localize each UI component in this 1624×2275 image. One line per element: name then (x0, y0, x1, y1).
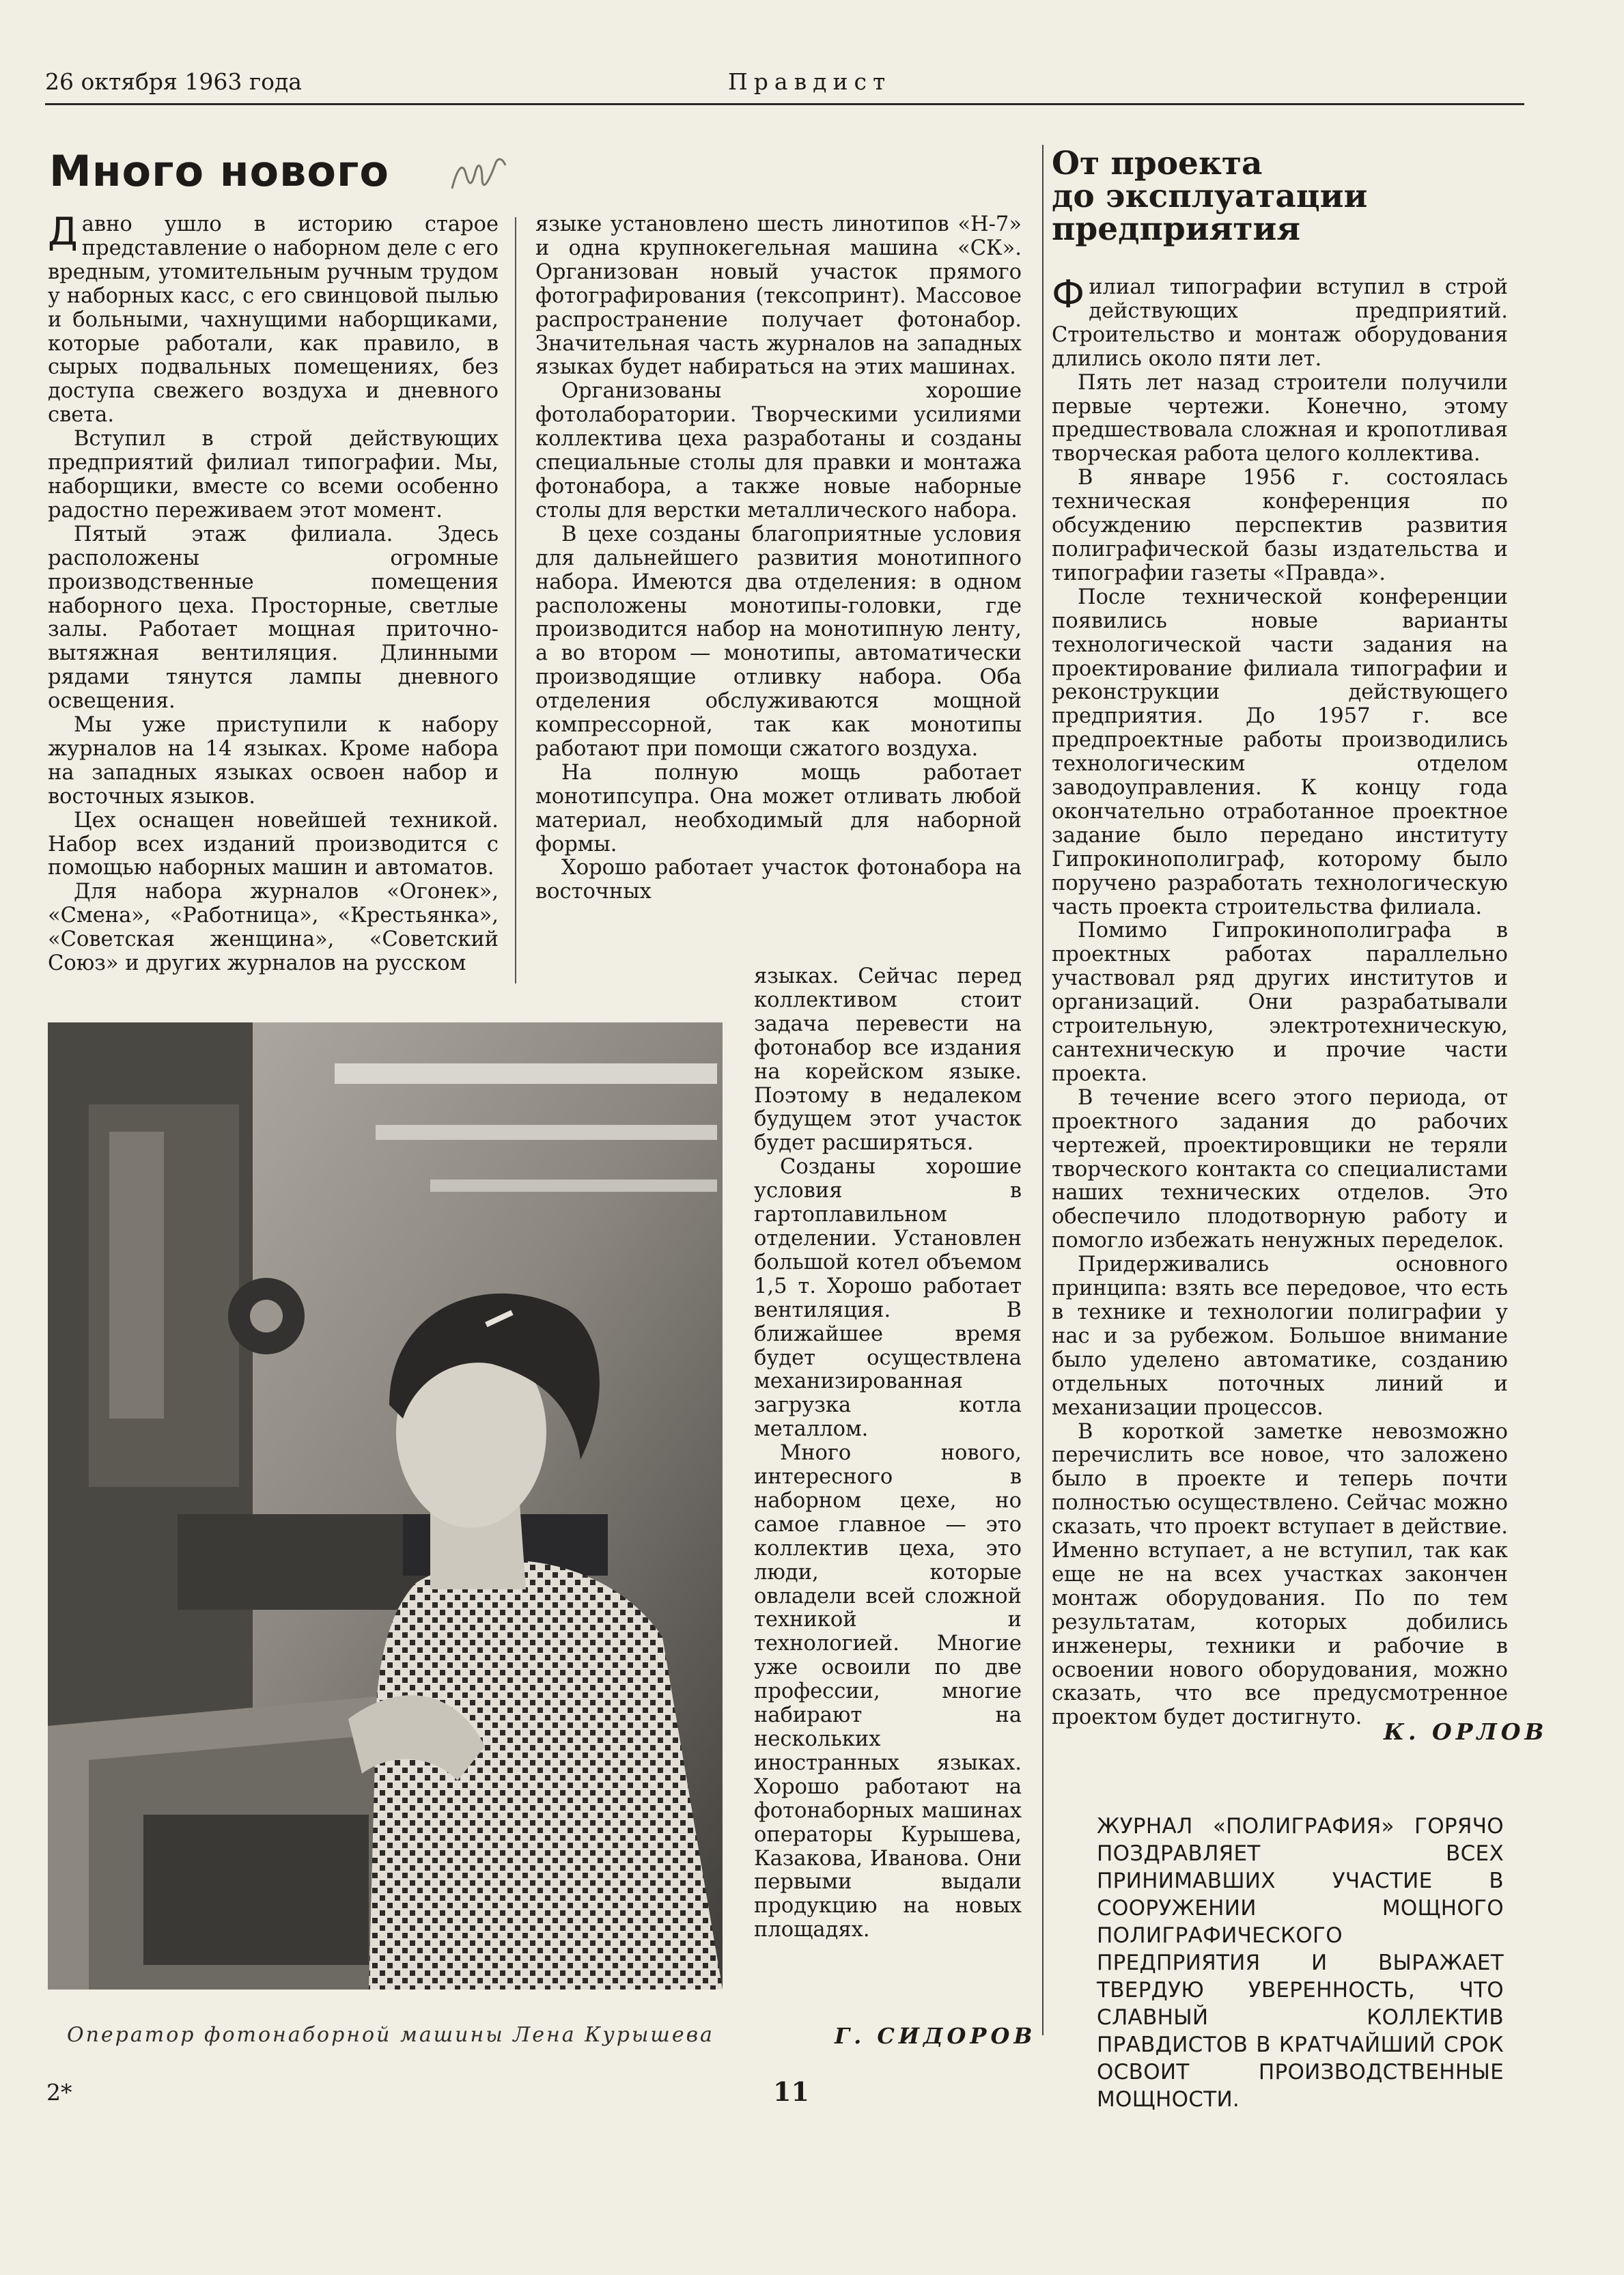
paragraph: Хорошо работает участок фотонабора на восточных (535, 856, 1022, 904)
page-number: 11 (773, 2076, 809, 2107)
paragraph: Помимо Гипрокинополиграфа в проектных работах параллельно участвовал ряд других институтов и организаций. Они разрабатывали строительную, электротехническую, сантехническую и прочие части проекта. (1052, 919, 1508, 1086)
author-signature: Г. СИДОРОВ (835, 2023, 1037, 2049)
paragraph: В цехе созданы благоприятные условия для дальнейшего развития монотипного набора. Имеются два отделения: в одном расположены монотипы-головки, где производится набор на монотипную ленту, а во втором — монотипы, автоматически производящие отливку набора. Оба отделения обслуживаются мощной компрессорной, так как монотипы работают при помощи сжатого воздуха. (535, 522, 1022, 761)
column-rule (515, 217, 516, 983)
greeting-notice: ЖУРНАЛ «ПОЛИГРАФИЯ» ГОРЯЧО ПОЗДРАВЛЯЕТ ВСЕХ ПРИНИМАВШИХ УЧАСТИЕ В СООРУЖЕНИИ МОЩНОГО ПОЛИГРАФИЧЕСКОГО ПРЕДПРИЯТИЯ И ВЫРАЖАЕТ ТВЕРДУЮ УВЕРЕННОСТЬ, ЧТО СЛАВНЫЙ КОЛЛЕКТИВ ПРАВДИСТОВ В КРАТЧАЙШИЙ СРОК ОСВОИТ ПРОИЗВОДСТВЕННЫЕ МОЩНОСТИ. (1097, 1814, 1504, 2112)
paragraph: Вступил в строй действующих предприятий филиал типографии. Мы, наборщики, вместе со всеми особенно радостно переживаем этот момент. (48, 427, 499, 522)
paragraph: Много нового, интересного в наборном цехе, но самое главное — это коллектив цеха, это люди, которые овладели всей сложной техникой и технологией. Многие уже освоили по две профессии, многие набирают на нескольких иностранных языках. Хорошо работают на фотонаборных машинах операторы Курышева, Казакова, Иванова. Они первыми выдали продукцию на новых площадях. (754, 1441, 1022, 1942)
column-rule (1042, 145, 1044, 2035)
signature-mark: 2* (46, 2079, 72, 2106)
paragraph: языках. Сейчас перед коллективом стоит задача перевести на фотонабор все издания на корейском языке. Поэтому в недалеком будущем этот участок будет расширяться. (754, 964, 1022, 1156)
title-line: От проекта (1052, 145, 1263, 182)
paragraph: Пять лет назад строители получили первые чертежи. Конечно, этому предшествовала сложная и кропотливая творческая работа целого коллектива. (1052, 370, 1508, 466)
paragraph: После технической конференции появились новые варианты технологической части задания на проектирование филиала типографии и реконструкции действующего предприятия. До 1957 г. все предпроектные работы производились технологическим отделом заводоуправления. К концу года окончательно отработанное проектное задание было передано институту Гипрокинополиграф, которому было поручено разработать технологическую часть проекта строительства филиала. (1052, 585, 1508, 919)
paragraph: Созданы хорошие условия в гартоплавильном отделении. Установлен большой котел объемом 1,5 т. Хорошо работает вентиляция. В ближайшее время будет осуществлена механизированная загрузка котла металлом. (754, 1155, 1022, 1442)
paragraph: Цех оснащен новейшей техникой. Набор всех изданий производится с помощью наборных машин и автоматов. (48, 808, 499, 880)
article2-column (1052, 273, 1508, 1730)
header-rule (45, 103, 1524, 105)
paragraph: В январе 1956 г. состоялась техническая конференция по обсуждению перспектив развития полиграфической базы издательства и типографии газеты «Правда». (1052, 466, 1508, 585)
article1-column-3 (754, 965, 1022, 1942)
paragraph: Организованы хорошие фотолаборатории. Творческими усилиями коллектива цеха разработаны и созданы специальные столы для правки и монтажа фотонабора, а также новые наборные столы для верстки металлического набора. (535, 379, 1022, 522)
paragraph: Давно ушло в историю старое представление о наборном деле с его вредным, утомительным ручным трудом у наборных касс, с его свинцовой пылью и больными, чахнущими наборщиками, которые работали, как правило, в сырых подвальных помещениях, без доступа свежего воздуха и дневного света. (48, 210, 499, 428)
handwritten-mark (448, 153, 509, 210)
paragraph: В течение всего этого периода, от проектного задания до рабочих чертежей, проектировщики не теряли творческого контакта со специалистами наших технических отделов. Это обеспечило плодотворную работу и помогло избежать ненужных переделок. (1052, 1085, 1508, 1253)
paragraph: На полную мощь работает монотипсупра. Она может отливать любой материал, необходимый для наборной формы. (535, 760, 1022, 856)
paragraph: Для набора журналов «Огонек», «Смена», «Работница», «Крестьянка», «Советская женщина», «Советский Союз» и других журналов на русском (48, 880, 499, 976)
paragraph: языке установлено шесть линотипов «Н-7» и одна крупнокегельная машина «СК». Организован новый участок прямого фотографирования (тексопринт). Массовое распространение получает фотонабор. Значительная часть журналов на западных языках будет набираться на этих машинах. (535, 212, 1022, 380)
photo-caption: Оператор фотонаборной машины Лена Курышева (67, 2023, 714, 2047)
author-signature: К. ОРЛОВ (1384, 1718, 1548, 1745)
article1-column-1 (48, 210, 499, 976)
newspaper-name: Правдист (728, 68, 892, 95)
article-title (1052, 145, 1489, 248)
article-title: Много нового (49, 146, 389, 196)
operator-photo (48, 1022, 723, 1990)
paragraph: Филиал типографии вступил в строй действующих предприятий. Строительство и монтаж оборудования длились около пяти лет. (1052, 273, 1508, 371)
title-line: до эксплуатации (1052, 178, 1368, 215)
issue-date: 26 октября 1963 года (45, 68, 302, 95)
title-line: предприятия (1052, 210, 1301, 248)
paragraph: Пятый этаж филиала. Здесь расположены огромные производственные помещения наборного цеха. Просторные, светлые залы. Работает мощная приточно-вытяжная вентиляция. Длинными рядами тянутся лампы дневного освещения. (48, 522, 499, 714)
article1-column-2 (535, 213, 1022, 904)
paragraph: В короткой заметке невозможно перечислить все новое, что заложено было в проекте и теперь почти полностью осуществлено. Сейчас можно сказать, что проект вступает в действие. Именно вступает, а не вступил, так как еще не на всех участках закончен монтаж оборудования. По по тем результатам, которых добились инженеры, техники и рабочие в освоении нового оборудования, можно сказать, что все предусмотренное проектом будет достигнуто. (1052, 1419, 1508, 1730)
paragraph: Придерживались основного принципа: взять все передовое, что есть в технике и технологии полиграфии у нас и за рубежом. Большое внимание было уделено автоматике, созданию отдельных поточных линий и механизации процессов. (1052, 1253, 1508, 1420)
paragraph: Мы уже приступили к набору журналов на 14 языках. Кроме набора на западных языках освоен набор и восточных языков. (48, 713, 499, 809)
